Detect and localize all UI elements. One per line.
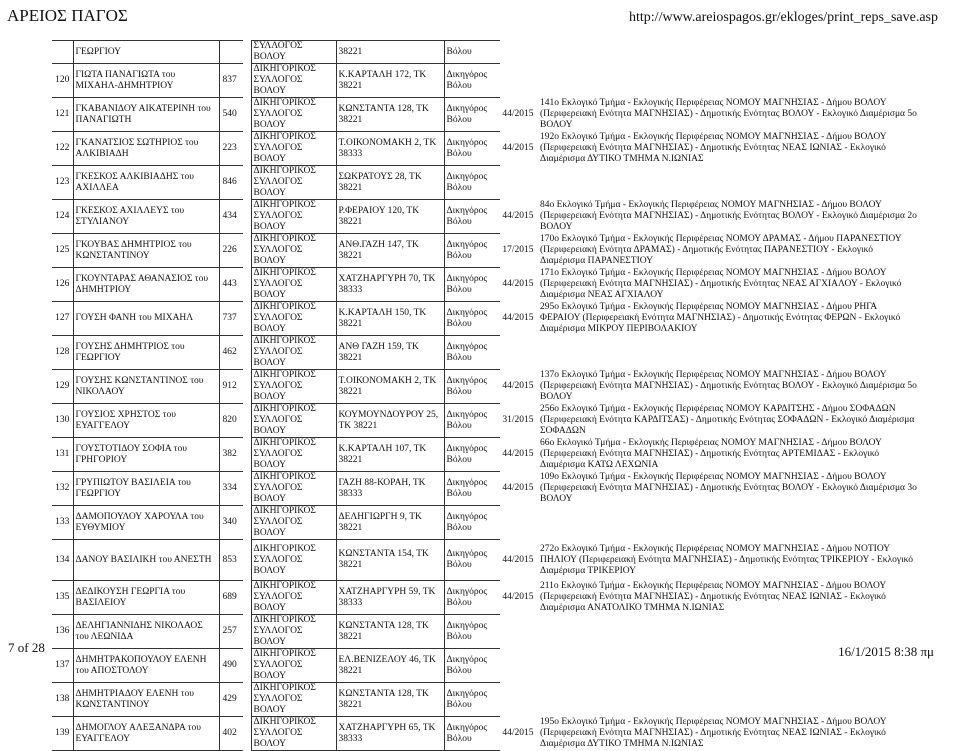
row-number: 123 <box>52 166 73 200</box>
decision-number: 44/2015 <box>502 449 534 459</box>
row-number: 132 <box>52 472 73 506</box>
polling-station <box>536 506 921 540</box>
row-number: 129 <box>52 370 73 404</box>
office-address: ΔΕΛΗΓΙΩΡΓΗ 9, ΤΚ 38221 <box>336 506 444 540</box>
lawyer-type: Δικηγόρος Βόλου <box>444 438 500 472</box>
decision-number: 44/2015 <box>502 592 534 602</box>
lawyer-name: ΓΡΥΠΙΩΤΟΥ ΒΑΣΙΛΕΙΑ του ΓΕΩΡΓΙΟΥ <box>73 472 219 506</box>
lawyer-name: ΓΙΩΤΑ ΠΑΝΑΓΙΩΤΑ του ΜΙΧΑΗΛ-ΔΗΜΗΤΡΙΟΥ <box>73 64 219 98</box>
decision-number <box>500 64 536 98</box>
lawyer-name: ΔΑΝΟΥ ΒΑΣΙΛΙΚΗ του ΑΝΕΣΤΗ <box>73 540 219 581</box>
row-number: 135 <box>52 581 73 615</box>
decision-number: 44/2015 <box>502 483 534 493</box>
lawyer-type: Δικηγόρος Βόλου <box>444 472 500 506</box>
polling-station: 170ο Εκλογικό Τμήμα - Εκλογικής Περιφέρειας ΝΟΜΟΥ ΔΡΑΜΑΣ - Δήμου ΠΑΡΑΝΕΣΤΙΟΥ (Περιφερειακή Ενότητα ΔΡΑΜΑΣ) - Δημοτικής Ενότητας ΠΑΡΑΝΕΣΤΙΟΥ - Εκλογικό Διαμέρισμα ΠΑΡΑΝΕΣΤΙΟΥ <box>540 234 902 266</box>
lawyer-type: Δικηγόρος Βόλου <box>444 615 500 649</box>
registry-number: 737 <box>219 302 243 336</box>
representatives-table <box>52 40 922 751</box>
bar-association: ΔΙΚΗΓΟΡΙΚΟΣ ΣΥΛΛΟΓΟΣ ΒΟΛΟΥ <box>251 615 336 649</box>
lawyer-name: ΓΟΥΣΗΣ ΚΩΝΣΤΑΝΤΙΝΟΣ του ΝΙΚΟΛΑΟΥ <box>73 370 219 404</box>
registry-number: 434 <box>219 200 243 234</box>
lawyer-type: Δικηγόρος Βόλου <box>444 581 500 615</box>
polling-station: 141ο Εκλογικό Τμήμα - Εκλογικής Περιφέρειας ΝΟΜΟΥ ΜΑΓΝΗΣΙΑΣ - Δήμου ΒΟΛΟΥ (Περιφερειακή Ενότητα ΜΑΓΝΗΣΙΑΣ) - Δημοτικής Ενότητας ΒΟΛΟΥ - Εκλογικό Διαμέρισμα 5ο ΒΟΛΟΥ <box>540 98 917 130</box>
lawyer-name: ΔΕΔΙΚΟΥΣΗ ΓΕΩΡΓΙΑ του ΒΑΣΙΛΕΙΟΥ <box>73 581 219 615</box>
lawyer-type: Δικηγόρος Βόλου <box>444 234 500 268</box>
decision-number: 44/2015 <box>502 109 534 119</box>
lawyer-name: ΓΟΥΣΙΟΣ ΧΡΗΣΤΟΣ του ΕΥΑΓΓΕΛΟΥ <box>73 404 219 438</box>
decision-number: 44/2015 <box>502 381 534 391</box>
bar-association: ΔΙΚΗΓΟΡΙΚΟΣ ΣΥΛΛΟΓΟΣ ΒΟΛΟΥ <box>251 302 336 336</box>
print-datetime: 16/1/2015 8:38 πμ <box>838 644 934 659</box>
decision-number: 44/2015 <box>502 728 534 738</box>
office-address: Κ.ΚΑΡΤΑΛΗ 172, ΤΚ 38221 <box>336 64 444 98</box>
table-row <box>52 234 921 268</box>
row-number: 133 <box>52 506 73 540</box>
column-gap <box>243 649 251 683</box>
registry-number: 382 <box>219 438 243 472</box>
bar-association: ΔΙΚΗΓΟΡΙΚΟΣ ΣΥΛΛΟΓΟΣ ΒΟΛΟΥ <box>251 234 336 268</box>
row-number: 137 <box>52 649 73 683</box>
row-number: 126 <box>52 268 73 302</box>
decision-number: 44/2015 <box>502 143 534 153</box>
registry-number: 837 <box>219 64 243 98</box>
table-row <box>52 200 921 234</box>
office-address: ΚΩΝΣΤΑΝΤΑ 128, ΤΚ 38221 <box>336 683 444 717</box>
decision-number: 44/2015 <box>502 211 534 221</box>
lawyer-name: ΓΚΑΝΑΤΣΙΟΣ ΣΩΤΗΡΙΟΣ του ΑΛΚΙΒΙΑΔΗ <box>73 132 219 166</box>
lawyer-type: Δικηγόρος Βόλου <box>444 98 500 132</box>
bar-association: ΔΙΚΗΓΟΡΙΚΟΣ ΣΥΛΛΟΓΟΣ ΒΟΛΟΥ <box>251 581 336 615</box>
decision-number <box>500 506 536 540</box>
table-row <box>52 404 921 438</box>
registry-number: 820 <box>219 404 243 438</box>
decision-number <box>500 683 536 717</box>
lawyer-type: Δικηγόρος Βόλου <box>444 370 500 404</box>
registry-number: 340 <box>219 506 243 540</box>
decision-number: 44/2015 <box>502 279 534 289</box>
office-address: ΚΩΝΣΤΑΝΤΑ 128, ΤΚ 38221 <box>336 615 444 649</box>
table-row <box>52 581 921 615</box>
registry-number: 402 <box>219 717 243 751</box>
bar-association: ΔΙΚΗΓΟΡΙΚΟΣ ΣΥΛΛΟΓΟΣ ΒΟΛΟΥ <box>251 404 336 438</box>
polling-station: 211ο Εκλογικό Τμήμα - Εκλογικής Περιφέρειας ΝΟΜΟΥ ΜΑΓΝΗΣΙΑΣ - Δήμου ΒΟΛΟΥ (Περιφερειακή Ενότητα ΜΑΓΝΗΣΙΑΣ) - Δημοτικής Ενότητας ΝΕΑΣ ΙΩΝΙΑΣ - Εκλογικό Διαμέρισμα ΑΝΑΤΟΛΙΚΟ ΤΜΗΜΑ Ν.ΙΩΝΙΑΣ <box>540 581 886 613</box>
registry-number: 689 <box>219 581 243 615</box>
registry-number: 490 <box>219 649 243 683</box>
lawyer-type: Δικηγόρος Βόλου <box>444 649 500 683</box>
row-number: 122 <box>52 132 73 166</box>
lawyer-type: Δικηγόρος Βόλου <box>444 200 500 234</box>
table-row <box>52 683 921 717</box>
lawyer-name: ΔΕΛΗΓΙΑΝΝΙΔΗΣ ΝΙΚΟΛΑΟΣ του ΛΕΩΝΙΔΑ <box>73 615 219 649</box>
table-row <box>52 166 921 200</box>
column-gap <box>243 506 251 540</box>
row-number: 128 <box>52 336 73 370</box>
row-number: 139 <box>52 717 73 751</box>
polling-station <box>536 336 921 370</box>
lawyer-name: ΔΑΜΟΠΟΥΛΟΥ ΧΑΡΟΥΛΑ του ΕΥΘΥΜΙΟΥ <box>73 506 219 540</box>
registry-number: 853 <box>219 540 243 581</box>
office-address: ΚΩΝΣΤΑΝΤΑ 128, ΤΚ 38221 <box>336 98 444 132</box>
office-address: ΑΝΘ.ΓΑΖΗ 147, ΤΚ 38221 <box>336 234 444 268</box>
polling-station: 171ο Εκλογικό Τμήμα - Εκλογικής Περιφέρειας ΝΟΜΟΥ ΜΑΓΝΗΣΙΑΣ - Δήμου ΒΟΛΟΥ (Περιφερειακή Ενότητα ΜΑΓΝΗΣΙΑΣ) - Δημοτικής Ενότητας ΝΕΑΣ ΑΓΧΙΑΛΟΥ - Εκλογικό Διαμέρισμα ΝΕΑΣ ΑΓΧΙΑΛΟΥ <box>540 268 902 300</box>
registry-number <box>219 41 243 64</box>
office-address: Τ.ΟΙΚΟΝΟΜΑΚΗ 2, ΤΚ 38221 <box>336 370 444 404</box>
site-title: ΑΡΕΙΟΣ ΠΑΓΟΣ <box>7 6 128 25</box>
table-row <box>52 370 921 404</box>
lawyer-name: ΓΚΟΥΒΑΣ ΔΗΜΗΤΡΙΟΣ του ΚΩΝΣΤΑΝΤΙΝΟΥ <box>73 234 219 268</box>
decision-number: 44/2015 <box>502 313 534 323</box>
office-address: ΕΛ.ΒΕΝΙΖΕΛΟΥ 46, ΤΚ 38221 <box>336 649 444 683</box>
column-gap <box>243 200 251 234</box>
decision-number: 17/2015 <box>502 245 534 255</box>
lawyer-type: Δικηγόρος Βόλου <box>444 717 500 751</box>
registry-number: 429 <box>219 683 243 717</box>
decision-number <box>500 166 536 200</box>
polling-station: 295ο Εκλογικό Τμήμα - Εκλογικής Περιφέρειας ΝΟΜΟΥ ΜΑΓΝΗΣΙΑΣ - Δήμου ΡΗΓΑ ΦΕΡΑΙΟΥ (Περιφερειακή Ενότητα ΜΑΓΝΗΣΙΑΣ) - Δημοτικής Ενότητας ΦΕΡΩΝ - Εκλογικό Διαμέρισμα ΜΙΚΡΟΥ ΠΕΡΙΒΟΛΑΚΙΟΥ <box>540 302 901 334</box>
table-row <box>52 540 921 581</box>
polling-station: 109ο Εκλογικό Τμήμα - Εκλογικής Περιφέρειας ΝΟΜΟΥ ΜΑΓΝΗΣΙΑΣ - Δήμου ΒΟΛΟΥ (Περιφερειακή Ενότητα ΜΑΓΝΗΣΙΑΣ) - Δημοτικής Ενότητας ΒΟΛΟΥ - Εκλογικό Διαμέρισμα 3ο ΒΟΛΟΥ <box>540 472 917 504</box>
registry-number: 226 <box>219 234 243 268</box>
bar-association: ΔΙΚΗΓΟΡΙΚΟΣ ΣΥΛΛΟΓΟΣ ΒΟΛΟΥ <box>251 132 336 166</box>
lawyer-type: Δικηγόρος Βόλου <box>444 166 500 200</box>
office-address: ΓΑΖΗ 88-ΚΟΡΑΗ, ΤΚ 38333 <box>336 472 444 506</box>
decision-number <box>500 336 536 370</box>
registry-number: 846 <box>219 166 243 200</box>
column-gap <box>243 41 251 64</box>
lawyer-name: ΓΕΩΡΓΙΟΥ <box>73 41 219 64</box>
office-address: Ρ.ΦΕΡΑΙΟΥ 120, ΤΚ 38221 <box>336 200 444 234</box>
row-number: 131 <box>52 438 73 472</box>
row-number: 138 <box>52 683 73 717</box>
bar-association: ΔΙΚΗΓΟΡΙΚΟΣ ΣΥΛΛΟΓΟΣ ΒΟΛΟΥ <box>251 370 336 404</box>
lawyer-name: ΔΗΜΗΤΡΙΑΔΟΥ ΕΛΕΝΗ του ΚΩΝΣΤΑΝΤΙΝΟΥ <box>73 683 219 717</box>
column-gap <box>243 540 251 581</box>
lawyer-type: Δικηγόρος Βόλου <box>444 132 500 166</box>
office-address: 38221 <box>336 41 444 64</box>
lawyer-type: Δικηγόρος Βόλου <box>444 302 500 336</box>
column-gap <box>243 302 251 336</box>
bar-association: ΔΙΚΗΓΟΡΙΚΟΣ ΣΥΛΛΟΓΟΣ ΒΟΛΟΥ <box>251 717 336 751</box>
bar-association: ΣΥΛΛΟΓΟΣ ΒΟΛΟΥ <box>251 41 336 64</box>
office-address: Κ.ΚΑΡΤΑΛΗ 150, ΤΚ 38221 <box>336 302 444 336</box>
office-address: Κ.ΚΑΡΤΑΛΗ 107, ΤΚ 38221 <box>336 438 444 472</box>
office-address: ΑΝΘ ΓΑΖΗ 159, ΤΚ 38221 <box>336 336 444 370</box>
column-gap <box>243 472 251 506</box>
column-gap <box>243 683 251 717</box>
column-gap <box>243 717 251 751</box>
lawyer-type: Δικηγόρος Βόλου <box>444 268 500 302</box>
office-address: ΧΑΤΖΗΑΡΓΥΡΗ 65, ΤΚ 38333 <box>336 717 444 751</box>
row-number: 120 <box>52 64 73 98</box>
decision-number <box>500 649 536 683</box>
column-gap <box>243 615 251 649</box>
lawyer-type: Δικηγόρος Βόλου <box>444 404 500 438</box>
office-address: ΚΩΝΣΤΑΝΤΑ 154, ΤΚ 38221 <box>336 540 444 581</box>
column-gap <box>243 336 251 370</box>
row-number: 134 <box>52 540 73 581</box>
column-gap <box>243 64 251 98</box>
registry-number: 334 <box>219 472 243 506</box>
office-address: ΣΩΚΡΑΤΟΥΣ 28, ΤΚ 38221 <box>336 166 444 200</box>
lawyer-name: ΓΚΑΒΑΝΙΔΟΥ ΑΙΚΑΤΕΡΙΝΗ του ΠΑΝΑΓΙΩΤΗ <box>73 98 219 132</box>
table-row <box>52 717 921 751</box>
lawyer-name: ΓΚΕΣΚΟΣ ΑΧΙΛΛΕΥΣ του ΣΤΥΛΙΑΝΟΥ <box>73 200 219 234</box>
lawyer-name: ΓΚΟΥΝΤΑΡΑΣ ΑΘΑΝΑΣΙΟΣ του ΔΗΜΗΤΡΙΟΥ <box>73 268 219 302</box>
table-row <box>52 438 921 472</box>
row-number: 130 <box>52 404 73 438</box>
page-url: http://www.areiospagos.gr/ekloges/print_reps_save.asp <box>629 10 938 25</box>
bar-association: ΔΙΚΗΓΟΡΙΚΟΣ ΣΥΛΛΟΓΟΣ ΒΟΛΟΥ <box>251 166 336 200</box>
column-gap <box>243 98 251 132</box>
registry-number: 540 <box>219 98 243 132</box>
decision-number: 44/2015 <box>502 554 534 565</box>
office-address: ΧΑΤΖΗΑΡΓΥΡΗ 59, ΤΚ 38333 <box>336 581 444 615</box>
table-row <box>52 336 921 370</box>
decision-number <box>500 615 536 649</box>
bar-association: ΔΙΚΗΓΟΡΙΚΟΣ ΣΥΛΛΟΓΟΣ ΒΟΛΟΥ <box>251 268 336 302</box>
decision-number <box>500 41 536 64</box>
polling-station: 137ο Εκλογικό Τμήμα - Εκλογικής Περιφέρειας ΝΟΜΟΥ ΜΑΓΝΗΣΙΑΣ - Δήμου ΒΟΛΟΥ (Περιφερειακή Ενότητα ΜΑΓΝΗΣΙΑΣ) - Δημοτικής Ενότητας ΒΟΛΟΥ - Εκλογικό Διαμέρισμα 5ο ΒΟΛΟΥ <box>540 370 917 402</box>
row-number: 124 <box>52 200 73 234</box>
office-address: ΚΟΥΜΟΥΝΔΟΥΡΟΥ 25, ΤΚ 38221 <box>336 404 444 438</box>
row-number: 125 <box>52 234 73 268</box>
row-number <box>52 41 73 64</box>
table-row <box>52 649 921 683</box>
polling-station: 84ο Εκλογικό Τμήμα - Εκλογικής Περιφέρειας ΝΟΜΟΥ ΜΑΓΝΗΣΙΑΣ - Δήμου ΒΟΛΟΥ (Περιφερειακή Ενότητα ΜΑΓΝΗΣΙΑΣ) - Δημοτικής Ενότητας ΒΟΛΟΥ - Εκλογικό Διαμέρισμα 2ο ΒΟΛΟΥ <box>540 200 917 232</box>
table-row <box>52 472 921 506</box>
page-indicator: 7 of 28 <box>8 640 45 655</box>
lawyer-name: ΓΟΥΣΗΣ ΔΗΜΗΤΡΙΟΣ του ΓΕΩΡΓΙΟΥ <box>73 336 219 370</box>
registry-number: 912 <box>219 370 243 404</box>
table-row <box>52 41 921 64</box>
bar-association: ΔΙΚΗΓΟΡΙΚΟΣ ΣΥΛΛΟΓΟΣ ΒΟΛΟΥ <box>251 200 336 234</box>
column-gap <box>243 132 251 166</box>
registry-number: 257 <box>219 615 243 649</box>
registry-number: 223 <box>219 132 243 166</box>
lawyer-name: ΓΟΥΣΗ ΦΑΝΗ του ΜΙΧΑΗΛ <box>73 302 219 336</box>
table-row <box>52 506 921 540</box>
lawyer-type: Δικηγόρος Βόλου <box>444 506 500 540</box>
column-gap <box>243 404 251 438</box>
bar-association: ΔΙΚΗΓΟΡΙΚΟΣ ΣΥΛΛΟΓΟΣ ΒΟΛΟΥ <box>251 98 336 132</box>
lawyer-type: Δικηγόρος Βόλου <box>444 64 500 98</box>
row-number: 127 <box>52 302 73 336</box>
polling-station <box>536 64 921 98</box>
lawyer-type: Δικηγόρος Βόλου <box>444 683 500 717</box>
polling-station <box>536 41 921 64</box>
table-row <box>52 132 921 166</box>
column-gap <box>243 581 251 615</box>
table-row <box>52 268 921 302</box>
decision-number: 31/2015 <box>502 415 534 425</box>
column-gap <box>243 234 251 268</box>
lawyer-name: ΔΗΜΗΤΡΑΚΟΠΟΥΛΟΥ ΕΛΕΝΗ του ΑΠΟΣΤΟΛΟΥ <box>73 649 219 683</box>
row-number: 121 <box>52 98 73 132</box>
table-row <box>52 615 921 649</box>
column-gap <box>243 268 251 302</box>
polling-station: 272ο Εκλογικό Τμήμα - Εκλογικής Περιφέρειας ΝΟΜΟΥ ΜΑΓΝΗΣΙΑΣ - Δήμου ΝΟΤΙΟΥ ΠΗΛΙΟΥ (Περιφερειακή Ενότητα ΜΑΓΝΗΣΙΑΣ) - Δημοτικής Ενότητας ΤΡΙΚΕΡΙΟΥ - Εκλογικό Διαμέρισμα ΤΡΙΚΕΡΙΟΥ <box>540 543 913 576</box>
registry-number: 443 <box>219 268 243 302</box>
lawyer-type: Βόλου <box>444 41 500 64</box>
bar-association: ΔΙΚΗΓΟΡΙΚΟΣ ΣΥΛΛΟΓΟΣ ΒΟΛΟΥ <box>251 649 336 683</box>
polling-station: 66ο Εκλογικό Τμήμα - Εκλογικής Περιφέρειας ΝΟΜΟΥ ΜΑΓΝΗΣΙΑΣ - Δήμου ΒΟΛΟΥ (Περιφερειακή Ενότητα ΜΑΓΝΗΣΙΑΣ) - Δημοτικής Ενότητας ΑΡΤΕΜΙΔΑΣ - Εκλογικό Διαμέρισμα ΚΑΤΩ ΛΕΧΩΝΙΑ <box>540 438 882 470</box>
lawyer-name: ΓΟΥΣΤΟΤΙΔΟΥ ΣΟΦΙΑ του ΓΡΗΓΟΡΙΟΥ <box>73 438 219 472</box>
polling-station: 256ο Εκλογικό Τμήμα - Εκλογικής Περιφέρειας ΝΟΜΟΥ ΚΑΡΔΙΤΣΗΣ - Δήμου ΣΟΦΑΔΩΝ (Περιφερειακή Ενότητα ΚΑΡΔΙΤΣΑΣ) - Δημοτικής Ενότητας ΣΟΦΑΔΩΝ - Εκλογικό Διαμέρισμα ΣΟΦΑΔΩΝ <box>540 404 915 436</box>
bar-association: ΔΙΚΗΓΟΡΙΚΟΣ ΣΥΛΛΟΓΟΣ ΒΟΛΟΥ <box>251 438 336 472</box>
table-row <box>52 64 921 98</box>
office-address: ΧΑΤΖΗΑΡΓΥΡΗ 70, ΤΚ 38333 <box>336 268 444 302</box>
bar-association: ΔΙΚΗΓΟΡΙΚΟΣ ΣΥΛΛΟΓΟΣ ΒΟΛΟΥ <box>251 683 336 717</box>
polling-station <box>536 166 921 200</box>
bar-association: ΔΙΚΗΓΟΡΙΚΟΣ ΣΥΛΛΟΓΟΣ ΒΟΛΟΥ <box>251 540 336 581</box>
row-number: 136 <box>52 615 73 649</box>
column-gap <box>243 370 251 404</box>
bar-association: ΔΙΚΗΓΟΡΙΚΟΣ ΣΥΛΛΟΓΟΣ ΒΟΛΟΥ <box>251 336 336 370</box>
lawyer-type: Δικηγόρος Βόλου <box>444 540 500 581</box>
polling-station: 192ο Εκλογικό Τμήμα - Εκλογικής Περιφέρειας ΝΟΜΟΥ ΜΑΓΝΗΣΙΑΣ - Δήμου ΒΟΛΟΥ (Περιφερειακή Ενότητα ΜΑΓΝΗΣΙΑΣ) - Δημοτικής Ενότητας ΝΕΑΣ ΙΩΝΙΑΣ - Εκλογικό Διαμέρισμα ΔΥΤΙΚΟ ΤΜΗΜΑ Ν.ΙΩΝΙΑΣ <box>540 132 887 164</box>
bar-association: ΔΙΚΗΓΟΡΙΚΟΣ ΣΥΛΛΟΓΟΣ ΒΟΛΟΥ <box>251 472 336 506</box>
bar-association: ΔΙΚΗΓΟΡΙΚΟΣ ΣΥΛΛΟΓΟΣ ΒΟΛΟΥ <box>251 64 336 98</box>
lawyer-name: ΓΚΕΣΚΟΣ ΑΛΚΙΒΙΑΔΗΣ του ΑΧΙΛΛΕΑ <box>73 166 219 200</box>
column-gap <box>243 166 251 200</box>
office-address: Τ.ΟΙΚΟΝΟΜΑΚΗ 2, ΤΚ 38333 <box>336 132 444 166</box>
lawyer-type: Δικηγόρος Βόλου <box>444 336 500 370</box>
table-row <box>52 302 921 336</box>
column-gap <box>243 438 251 472</box>
registry-number: 462 <box>219 336 243 370</box>
lawyer-name: ΔΗΜΟΓΛΟΥ ΑΛΕΞΑΝΔΡΑ του ΕΥΑΓΓΕΛΟΥ <box>73 717 219 751</box>
table-row <box>52 98 921 132</box>
polling-station: 195ο Εκλογικό Τμήμα - Εκλογικής Περιφέρειας ΝΟΜΟΥ ΜΑΓΝΗΣΙΑΣ - Δήμου ΒΟΛΟΥ (Περιφερειακή Ενότητα ΜΑΓΝΗΣΙΑΣ) - Δημοτικής Ενότητας ΝΕΑΣ ΙΩΝΙΑΣ - Εκλογικό Διαμέρισμα ΔΥΤΙΚΟ ΤΜΗΜΑ Ν.ΙΩΝΙΑΣ <box>540 717 887 749</box>
bar-association: ΔΙΚΗΓΟΡΙΚΟΣ ΣΥΛΛΟΓΟΣ ΒΟΛΟΥ <box>251 506 336 540</box>
polling-station <box>536 683 921 717</box>
